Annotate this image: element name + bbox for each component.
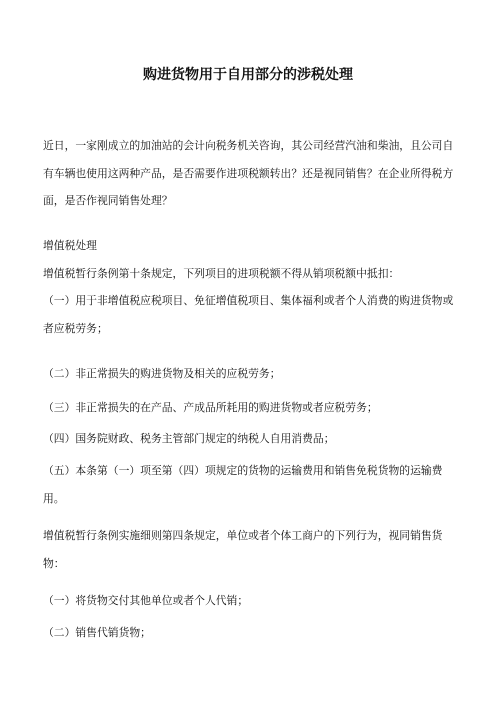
- list-item-5: （五）本条第（一）项至第（四）项规定的货物的运输费用和销售免税货物的运输费用。: [43, 464, 443, 505]
- document-title: 购进货物用于自用部分的涉税处理: [143, 67, 353, 83]
- paragraph-rules-article-4: 增值税暂行条例实施细则第四条规定，单位或者个体工商户的下列行为，视同销售货物：: [43, 529, 443, 570]
- paragraph-vat-article-10: 增值税暂行条例第十条规定，下列项目的进项税额不得从销项税额中抵扣：: [43, 267, 400, 280]
- list-item-1: （一）用于非增值税应税项目、免征增值税项目、集体福利或者个人消费的购进货物或者应税劳务；: [43, 294, 454, 335]
- list-item-consignment-2: （二）销售代销货物；: [43, 626, 151, 639]
- list-item-2: （二）非正常损失的购进货物及相关的应税劳务；: [43, 367, 281, 380]
- paragraph-intro: 近日，一家刚成立的加油站的会计向税务机关咨询，其公司经营汽油和柴油，且公司自有车辆也使用这两种产品，是否需要作进项税额转出？还是视同销售？在企业所得税方面，是否作视同销售处理？: [43, 139, 454, 207]
- list-item-3: （三）非正常损失的在产品、产成品所耗用的购进货物或者应税劳务；: [43, 401, 378, 414]
- list-item-4: （四）国务院财政、税务主管部门规定的纳税人自用消费品；: [43, 432, 335, 445]
- list-item-consignment-1: （一）将货物交付其他单位或者个人代销；: [43, 594, 249, 607]
- section-heading-vat: 增值税处理: [43, 239, 97, 252]
